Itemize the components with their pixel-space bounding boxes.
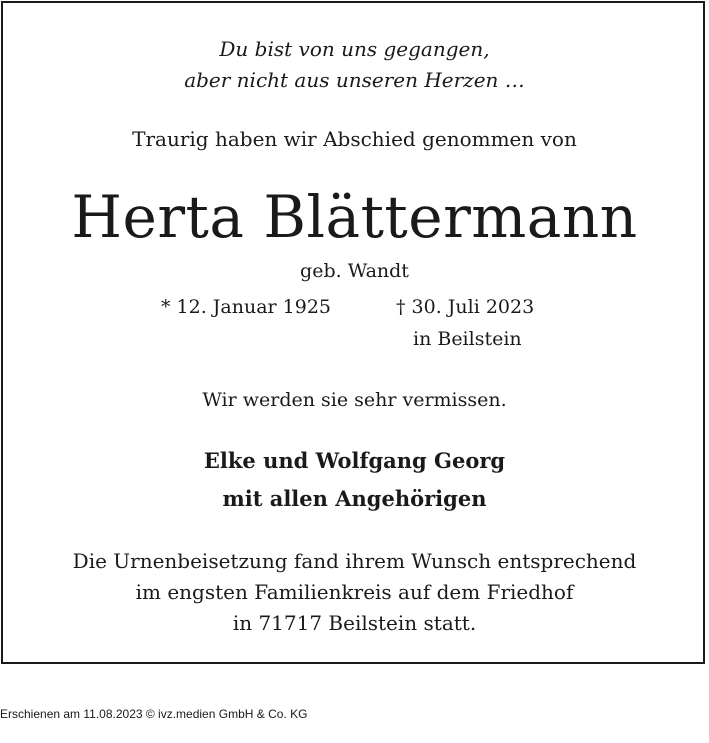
death-date: † 30. Juli 2023 — [396, 296, 535, 318]
birth-date: * 12. Januar 1925 — [161, 296, 332, 318]
intro-text: Traurig haben wir Abschied genommen von — [132, 127, 577, 151]
burial-note-line-2: im engsten Familienkreis auf dem Friedhof — [135, 580, 574, 604]
birth-name: geb. Wandt — [300, 260, 409, 282]
publication-footer: Erschienen am 11.08.2023 © ivz.medien GmbH & Co. KG — [0, 707, 308, 721]
burial-note-line-1: Die Urnenbeisetzung fand ihrem Wunsch entsprechend — [72, 549, 637, 573]
burial-note-line-3: in 71717 Beilstein statt. — [232, 611, 477, 635]
motto-line-2: aber nicht aus unseren Herzen … — [184, 68, 525, 92]
closing-text: Wir werden sie sehr vermissen. — [202, 389, 507, 411]
motto-line-1: Du bist von uns gegangen, — [219, 37, 490, 61]
death-place: in Beilstein — [413, 328, 522, 350]
signer-line-1: Elke und Wolfgang Georg — [203, 448, 506, 473]
signer-line-2: mit allen Angehörigen — [222, 486, 487, 511]
deceased-name: Herta Blättermann — [71, 183, 638, 251]
